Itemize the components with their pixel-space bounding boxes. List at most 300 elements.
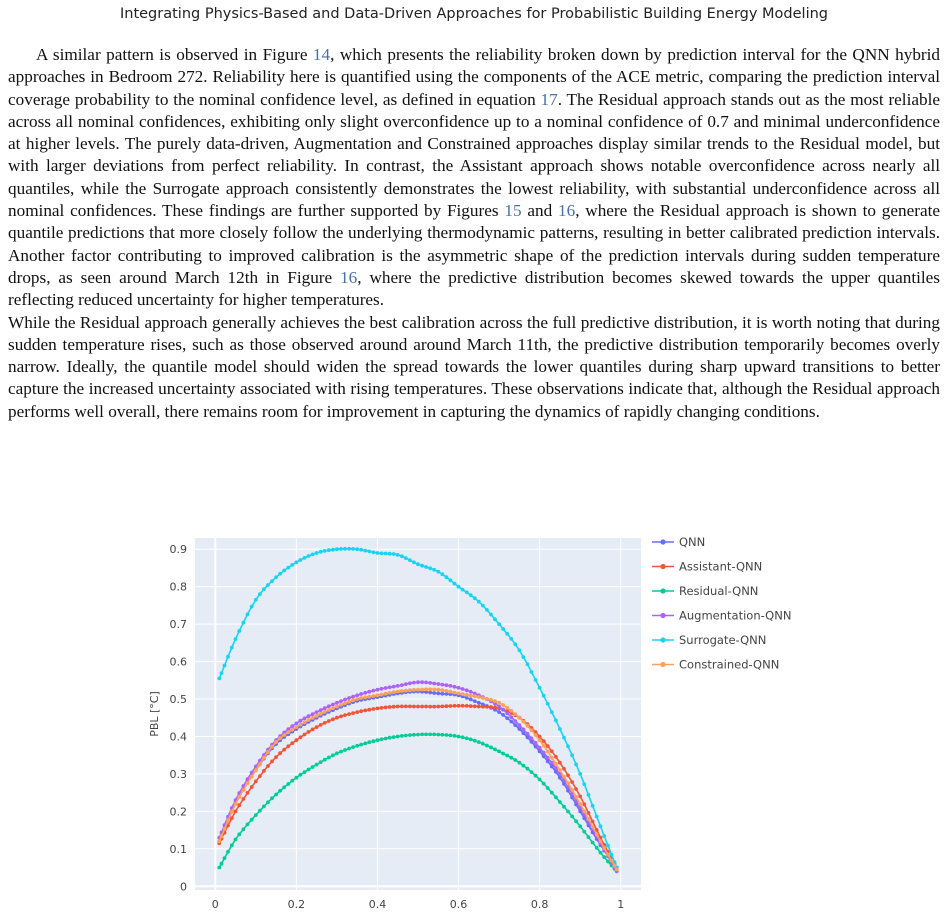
data-point (347, 700, 351, 704)
data-point (465, 688, 469, 692)
data-point (505, 716, 509, 720)
data-point (587, 793, 591, 797)
data-point (400, 683, 404, 687)
paragraph-reliability (8, 44, 940, 312)
data-point (534, 741, 538, 745)
data-point (331, 703, 335, 707)
data-point (457, 704, 461, 708)
data-point (404, 556, 408, 560)
data-point (416, 680, 420, 684)
legend-item (652, 658, 779, 672)
data-point (254, 780, 258, 784)
data-point (432, 691, 436, 695)
data-point (501, 713, 505, 717)
data-point (432, 682, 436, 686)
data-point (485, 705, 489, 709)
data-point (416, 733, 420, 737)
data-point (465, 736, 469, 740)
data-point (303, 556, 307, 560)
data-point (380, 687, 384, 691)
data-point (400, 689, 404, 693)
data-point (424, 681, 428, 685)
data-point (347, 747, 351, 751)
data-point (440, 705, 444, 709)
data-point (217, 866, 221, 870)
data-point (315, 763, 319, 767)
data-point (412, 681, 416, 685)
data-point (307, 768, 311, 772)
data-point (485, 697, 489, 701)
data-point (367, 740, 371, 744)
data-point (355, 744, 359, 748)
data-point (237, 629, 241, 633)
data-point (234, 810, 238, 814)
data-point (262, 587, 266, 591)
data-point (493, 617, 497, 621)
data-point (469, 704, 473, 708)
data-point (254, 598, 258, 602)
data-point (388, 736, 392, 740)
data-point (615, 868, 619, 872)
data-point (453, 685, 457, 689)
data-point (477, 705, 481, 709)
data-point (388, 552, 392, 556)
data-point (347, 696, 351, 700)
data-point (493, 699, 497, 703)
data-point (295, 776, 299, 780)
paragraph-residual: While the Residual approach generally achieves the best calibration across the full predictive distribution, it is worth noting that during sudden temperature rises, such as those observed around around March 11th, the predictive distribution temporarily becomes overly narrow. Ideally, the quantile model should widen the spread towards the lower quantiles during sharp upward transitions to better capture the increased uncertainty associated with rising temperatures. These observations indicate that, although the Residual approach performs well overall, there remains room for improvement in capturing the dynamics of rapidly changing conditions. (8, 312, 940, 421)
data-point (315, 714, 319, 718)
data-point (323, 706, 327, 710)
data-point (339, 750, 343, 754)
data-point (497, 750, 501, 754)
data-point (262, 805, 266, 809)
data-point (246, 781, 250, 785)
data-point (509, 715, 513, 719)
data-point (501, 627, 505, 631)
data-point (303, 720, 307, 724)
data-point (420, 680, 424, 684)
data-point (497, 705, 501, 709)
data-point (246, 823, 250, 827)
data-point (270, 745, 274, 749)
data-point (445, 575, 449, 579)
data-point (489, 698, 493, 702)
data-point (582, 782, 586, 786)
data-point (440, 683, 444, 687)
data-point (595, 846, 599, 850)
data-point (258, 809, 262, 813)
data-point (574, 795, 578, 799)
data-point (266, 800, 270, 804)
data-point (380, 737, 384, 741)
data-point (367, 708, 371, 712)
data-point (481, 705, 485, 709)
data-point (290, 728, 294, 732)
legend-label: Augmentation-QNN (679, 608, 792, 623)
data-point (335, 716, 339, 720)
data-point (424, 705, 428, 709)
data-point (404, 734, 408, 738)
data-point (250, 785, 254, 789)
data-point (595, 815, 599, 819)
data-point (319, 723, 323, 727)
data-point (359, 709, 363, 713)
data-point (237, 795, 241, 799)
figure-link[interactable]: 14 (312, 45, 331, 64)
data-point (453, 691, 457, 695)
data-point (315, 710, 319, 714)
data-point (315, 551, 319, 555)
data-point (505, 711, 509, 715)
data-point (461, 735, 465, 739)
legend-label: QNN (679, 535, 706, 549)
data-point (311, 728, 315, 732)
data-point (526, 724, 530, 728)
data-point (501, 703, 505, 707)
data-point (542, 744, 546, 748)
data-point (274, 793, 278, 797)
data-point (440, 688, 444, 692)
data-point (246, 612, 250, 616)
data-point (258, 762, 262, 766)
data-point (542, 739, 546, 743)
data-point (518, 648, 522, 652)
data-point (453, 704, 457, 708)
data-point (546, 786, 550, 790)
data-point (562, 805, 566, 809)
data-point (351, 695, 355, 699)
data-point (290, 724, 294, 728)
data-point (290, 563, 294, 567)
data-point (307, 718, 311, 722)
data-point (223, 827, 227, 831)
data-point (351, 711, 355, 715)
data-point (230, 646, 234, 650)
data-point (408, 681, 412, 685)
data-point (481, 696, 485, 700)
x-tick-label: 0.8 (530, 898, 549, 911)
data-point (570, 788, 574, 792)
data-point (566, 810, 570, 814)
data-point (327, 719, 331, 723)
data-point (339, 703, 343, 707)
data-point (570, 780, 574, 784)
data-point (339, 715, 343, 719)
data-point (412, 705, 416, 709)
data-point (242, 797, 246, 801)
data-point (578, 824, 582, 828)
data-point (534, 774, 538, 778)
data-point (278, 751, 282, 755)
data-point (550, 756, 554, 760)
data-point (286, 782, 290, 786)
data-point (363, 742, 367, 746)
data-point (372, 694, 376, 698)
data-point (477, 695, 481, 699)
data-point (270, 579, 274, 583)
data-point (408, 705, 412, 709)
data-point (223, 856, 227, 860)
legend-swatch-marker (660, 539, 665, 544)
data-point (546, 702, 550, 706)
data-point (538, 738, 542, 742)
data-point (311, 553, 315, 557)
data-point (331, 717, 335, 721)
data-point (299, 735, 303, 739)
data-point (542, 751, 546, 755)
data-point (469, 694, 473, 698)
data-point (530, 670, 534, 674)
data-point (473, 699, 477, 703)
data-point (578, 772, 582, 776)
y-axis-title: PBL [°C] (148, 691, 161, 737)
data-point (420, 688, 424, 692)
data-point (323, 549, 327, 553)
data-point (355, 710, 359, 714)
data-point (445, 733, 449, 737)
data-point (428, 681, 432, 685)
x-tick-label: 0.4 (368, 898, 387, 911)
data-point (367, 550, 371, 554)
legend-label: Assistant-QNN (679, 559, 763, 574)
data-point (473, 694, 477, 698)
data-point (220, 834, 224, 838)
data-point (303, 717, 307, 721)
data-point (453, 582, 457, 586)
data-point (339, 547, 343, 551)
data-point (230, 843, 234, 847)
data-point (400, 705, 404, 709)
data-point (558, 727, 562, 731)
data-point (376, 688, 380, 692)
data-point (582, 809, 586, 813)
equation-link[interactable]: 17 (540, 89, 558, 109)
data-point (469, 698, 473, 702)
text-segment: . The Residual approach stands out as the most reliable across all nominal confidences, exhibiting only slight overconfidence up to a nominal confidence of 0.7 and minimal underconfidence at higher levels. The purely data-driven, Augmentation and Constrained approaches display similar trends to the Residual model, but with larger deviations from perfect reliability. In contrast, the Assistant approach shows notable overconfidence across nearly all quantiles, while the Surrogate approach consistently demonstrates the lowest reliability, with substantial underconfidence across all nominal confidences. These findings are further supported by Figures (8, 89, 940, 221)
data-point (574, 787, 578, 791)
data-point (513, 642, 517, 646)
data-point (372, 707, 376, 711)
data-point (558, 768, 562, 772)
data-point (477, 600, 481, 604)
x-tick-label: 0.6 (449, 898, 468, 911)
data-point (335, 701, 339, 705)
data-point (230, 816, 234, 820)
data-point (530, 728, 534, 732)
data-point (493, 706, 497, 710)
data-point (278, 736, 282, 740)
data-point (440, 692, 444, 696)
data-point (384, 686, 388, 690)
data-point (408, 558, 412, 562)
data-point (489, 613, 493, 617)
data-point (501, 708, 505, 712)
data-point (319, 708, 323, 712)
data-point (327, 708, 331, 712)
data-point (578, 795, 582, 799)
data-point (449, 704, 453, 708)
reliability-chart (0, 520, 948, 918)
data-point (501, 752, 505, 756)
data-point (372, 689, 376, 693)
data-point (226, 850, 230, 854)
figure-link[interactable]: 16 (340, 267, 358, 287)
data-point (420, 733, 424, 737)
data-point (262, 769, 266, 773)
data-point (303, 770, 307, 774)
data-point (290, 779, 294, 783)
data-point (331, 548, 335, 552)
y-tick-label: 0.3 (169, 767, 187, 781)
data-point (436, 682, 440, 686)
data-point (554, 755, 558, 759)
data-point (347, 712, 351, 716)
data-point (290, 741, 294, 745)
data-point (335, 547, 339, 551)
data-point (380, 552, 384, 556)
data-point (323, 758, 327, 762)
data-point (282, 569, 286, 573)
y-tick-label: 0.2 (169, 805, 187, 819)
data-point (220, 671, 224, 675)
data-point (574, 819, 578, 823)
data-point (558, 761, 562, 765)
data-point (449, 684, 453, 688)
y-tick-label: 0.9 (169, 543, 187, 557)
data-point (513, 712, 517, 716)
data-point (311, 765, 315, 769)
data-point (359, 743, 363, 747)
data-point (522, 764, 526, 768)
y-tick-label: 0.1 (169, 842, 187, 856)
legend-swatch-marker (660, 588, 665, 593)
data-point (473, 596, 477, 600)
data-point (602, 846, 606, 850)
data-point (570, 753, 574, 757)
data-point (566, 744, 570, 748)
data-point (554, 762, 558, 766)
x-tick-label: 0 (211, 898, 219, 911)
data-point (440, 733, 444, 737)
data-point (469, 690, 473, 694)
data-point (392, 735, 396, 739)
data-point (299, 558, 303, 562)
data-point (591, 804, 595, 808)
data-point (392, 705, 396, 709)
data-point (311, 716, 315, 720)
legend-label: Surrogate-QNN (679, 633, 767, 647)
data-point (266, 764, 270, 768)
data-point (234, 838, 238, 842)
data-point (223, 664, 227, 668)
data-point (513, 758, 517, 762)
data-point (416, 562, 420, 566)
data-point (388, 685, 392, 689)
legend-label: Constrained-QNN (679, 657, 780, 672)
data-point (522, 728, 526, 732)
data-point (505, 632, 509, 636)
data-point (384, 737, 388, 741)
article-body (8, 44, 940, 423)
data-point (327, 548, 331, 552)
data-point (307, 714, 311, 718)
data-point (457, 735, 461, 739)
data-point (505, 706, 509, 710)
data-point (351, 698, 355, 702)
data-point (481, 604, 485, 608)
data-point (428, 687, 432, 691)
data-point (250, 605, 254, 609)
data-point (367, 695, 371, 699)
data-point (432, 688, 436, 692)
data-point (562, 767, 566, 771)
data-point (270, 796, 274, 800)
data-point (388, 691, 392, 695)
figure-link[interactable]: 16 (558, 201, 576, 221)
data-point (282, 748, 286, 752)
data-point (299, 719, 303, 723)
legend-item (652, 560, 762, 574)
data-point (582, 830, 586, 834)
data-point (473, 739, 477, 743)
x-tick-label: 0.2 (287, 898, 306, 911)
text-segment: A similar pattern is observed in Figure (36, 45, 313, 64)
data-point (509, 709, 513, 713)
data-point (449, 578, 453, 582)
data-point (226, 819, 230, 823)
text-segment: , where the Residual approach is shown to generate quantile predictions that more closely follow the underlying thermodynamic patterns, resulting in better calibrated prediction intervals. Another factor contributing to improved calibration is the asymmetric shape of the prediction intervals during sudden temperature drops, as seen around March 12th in Figure (8, 201, 941, 287)
data-point (461, 704, 465, 708)
data-point (376, 738, 380, 742)
y-tick-label: 0.7 (169, 618, 187, 632)
legend-swatch-marker (660, 564, 665, 569)
data-point (404, 689, 408, 693)
data-point (335, 751, 339, 755)
legend (652, 535, 791, 672)
legend-swatch-marker (660, 637, 665, 642)
data-point (396, 684, 400, 688)
data-point (481, 742, 485, 746)
data-point (432, 568, 436, 572)
data-point (436, 705, 440, 709)
figure-link[interactable]: 15 (504, 201, 522, 221)
data-point (587, 835, 591, 839)
data-point (343, 701, 347, 705)
data-point (230, 810, 234, 814)
data-point (242, 621, 246, 625)
data-point (599, 851, 603, 855)
legend-item (652, 633, 766, 647)
data-point (327, 704, 331, 708)
data-point (432, 733, 436, 737)
data-point (392, 552, 396, 556)
data-point (274, 755, 278, 759)
data-point (526, 767, 530, 771)
data-point (538, 746, 542, 750)
data-point (595, 833, 599, 837)
data-point (396, 553, 400, 557)
data-point (550, 749, 554, 753)
data-point (270, 760, 274, 764)
data-point (522, 655, 526, 659)
data-point (363, 549, 367, 553)
data-point (602, 855, 606, 859)
y-tick-label: 0.8 (169, 580, 187, 594)
y-tick-label: 0.5 (169, 693, 187, 707)
data-point (493, 748, 497, 752)
data-point (461, 692, 465, 696)
